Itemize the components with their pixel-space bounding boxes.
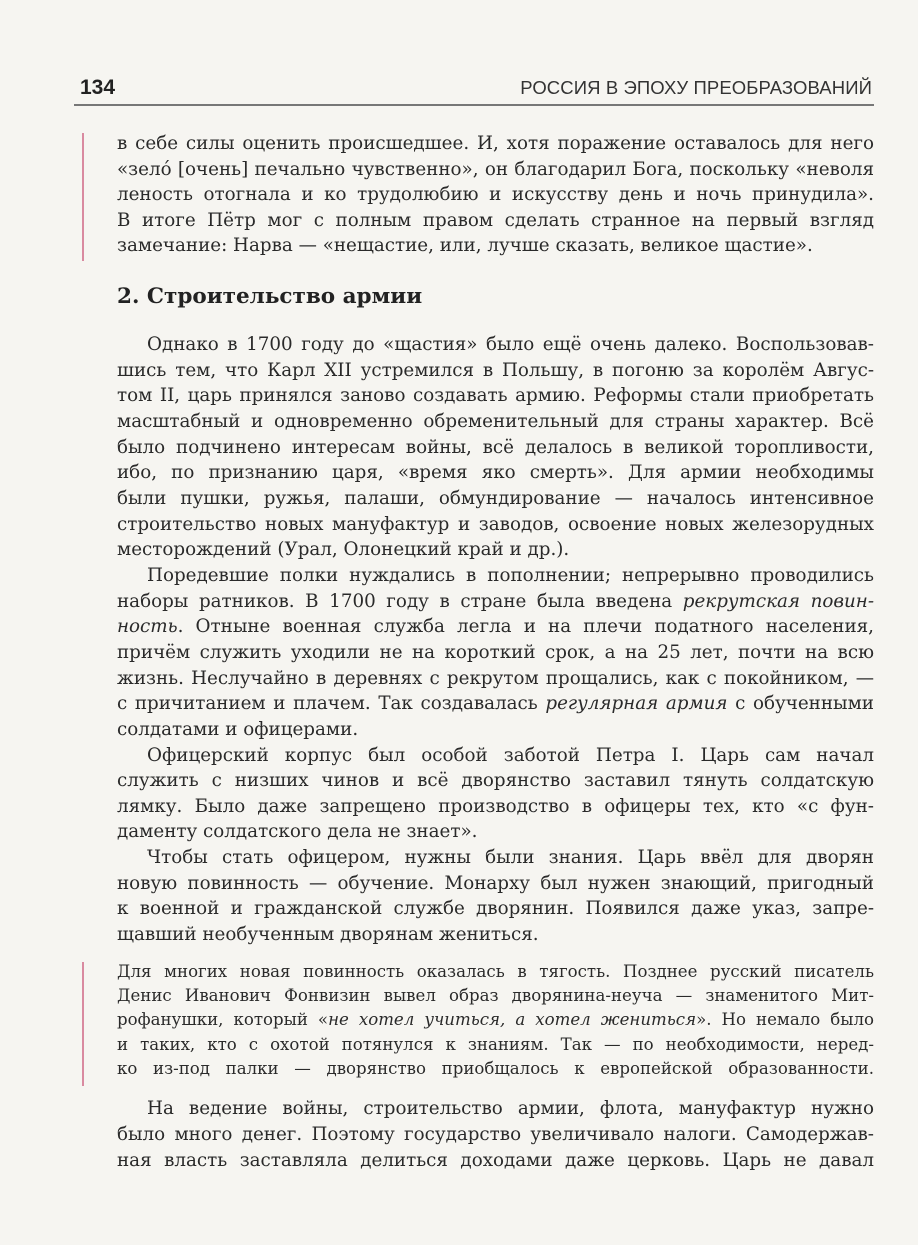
running-title: РОССИЯ В ЭПОХУ ПРЕОБРАЗОВАНИЙ [520,77,872,98]
italic-term: не хотел учиться, а хотел жениться [328,1010,697,1030]
text-line [117,1008,874,1032]
text-line: Офицерский корпус был особой заботой Петра I. Царь сам начал [147,744,874,766]
italic-term: рекрутская повин- [682,590,874,612]
text-segment: наборы ратников. В 1700 году в стране была введена [117,590,683,612]
text-line: В итоге Пётр мог с полным правом сделать странное на первый взгляд [117,209,874,231]
text-line: к военной и гражданской службе дворянин. Появился даже указ, запре- [117,898,874,920]
text-segment: . Отныне военная служба легла и на плечи податного населения, [177,616,874,638]
text-line [117,614,874,640]
text-line: было много денег. Поэтому государство увеличивало налоги. Самодержав- [117,1124,874,1145]
text-line: ко из-под палки — дворянство приобщалось к европейской образованности. [117,1058,874,1078]
text-line: месторождений (Урал, Олонецкий край и др.). [117,539,570,561]
text-line: в себе силы оценить происшедшее. И, хотя поражение оставалось для него [117,133,874,154]
text-line: Денис Иванович Фонвизин вывел образ дворянина-неуча — знаменитого Мит- [117,986,874,1006]
text-line: причём служить уходили не на короткий срок, а на 25 лет, почти на всю [117,641,874,663]
text-line: щавший необученным дворянам жениться. [117,924,539,946]
text-line [117,691,874,717]
text-line: и таких, кто с охотой потянулся к знаниям. Так — по необходимости, неред- [117,1034,874,1054]
paragraph [117,743,874,846]
page-number: 134 [80,76,116,99]
text-line: леность отогнала и ко трудолюбию и искусству день и ночь принудила». [117,184,874,206]
quote-block-top [117,131,874,259]
text-line: служить с низших чинов и всё дворянство заставил тянуть солдатскую [117,770,874,792]
quote-margin-bar [82,133,84,261]
text-line: Поредевшие полки нуждались в пополнении; непрерывно проводились [147,564,874,586]
text-line: ная власть заставляла делиться доходами даже церковь. Царь не давал [117,1150,874,1171]
text-segment: рофанушки, который « [117,1010,329,1030]
text-line: Однако в 1700 году до «щастия» было ещё очень далеко. Воспользовав- [147,334,874,355]
text-line: На ведение войны, строительство армии, флота, мануфактур нужно [147,1098,874,1119]
text-line: Чтобы стать офицером, нужны были знания. Царь ввёл для дворян [147,847,874,869]
main-text [117,332,874,948]
text-line: «зело́ [очень] печально чувственно», он благодарил Бога, поскольку «неволя [117,158,874,180]
text-line: даменту солдатского дела не знает». [117,821,478,843]
text-segment: с причитанием и плачем. Так создавалась [117,693,546,715]
paragraph [117,332,874,563]
italic-term: ность [117,616,178,638]
text-line: солдатами и офицерами. [117,718,359,740]
text-line: замечание: Нарва — «нещастие, или, лучше сказать, великое щастие». [117,235,813,257]
text-line: том II, царь принялся заново создавать армию. Реформы стали приобретать [117,385,874,407]
text-line: строительство новых мануфактур и заводов, освоение новых железорудных [117,513,874,535]
text-line: лямку. Было даже запрещено производство в офицеры тех, кто «с фун- [117,795,874,817]
final-paragraph [117,1096,874,1174]
text-line: жизнь. Неслучайно в деревнях с рекрутом прощались, как с покойником, — [117,667,874,689]
text-line: ибо, по признанию царя, «время яко смерть». Для армии необходимы [117,462,874,484]
paragraph [117,845,874,948]
quote-block-bottom [117,960,874,1081]
paragraph [117,563,874,743]
text-line: масштабный и одновременно обременительный для страны характер. Всё [117,410,874,432]
text-line: Для многих новая повинность оказалась в тягость. Позднее русский писатель [117,962,874,981]
header-rule [74,104,874,106]
text-segment: ». Но немало было [696,1010,874,1030]
quote-margin-bar [82,962,84,1086]
text-line: было подчинено интересам войны, всё делалось в великой торопливости, [117,436,874,458]
text-segment: с обученными [727,693,874,715]
text-line: были пушки, ружья, палаши, обмундирование — началось интенсивное [117,487,874,509]
text-line: шись тем, что Карл XII устремился в Польшу, в погоню за королём Авгус- [117,359,874,381]
text-line: новую повинность — обучение. Монарху был нужен знающий, пригодный [117,872,874,894]
section-heading: 2. Строительство армии [117,284,423,309]
italic-term: регулярная армия [545,693,728,715]
text-line [117,589,874,615]
